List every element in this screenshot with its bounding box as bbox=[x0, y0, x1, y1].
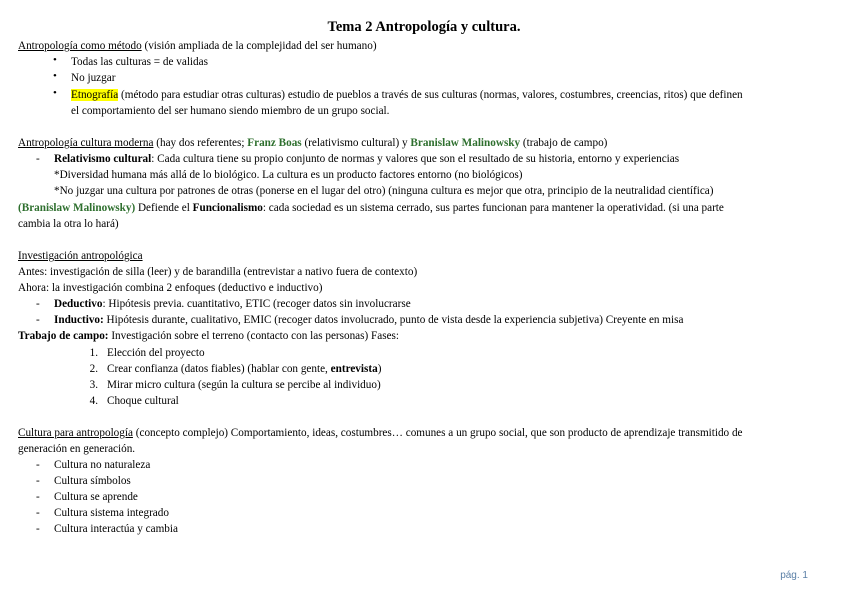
text-line: Antes: investigación de silla (leer) y de barandilla (entrevistar a nativo fuera de contexto) bbox=[18, 266, 418, 278]
list-number: 1. bbox=[89, 347, 98, 359]
list-item: Cultura interactúa y cambia bbox=[54, 523, 178, 535]
funcionalismo-continuation: cambia la otra lo hará) bbox=[18, 218, 119, 230]
name-malinowsky: Branislaw Malinowsky bbox=[410, 137, 521, 149]
dash-icon: - bbox=[36, 491, 40, 503]
note-line: *No juzgar una cultura por patrones de otras (ponerse en el lugar del otro) (ninguna cultura es mejor que otra, principio de la neutralidad científica) bbox=[54, 185, 714, 197]
dash-icon: - bbox=[36, 153, 40, 165]
list-item: Cultura símbolos bbox=[54, 475, 131, 487]
list-item: Elección del proyecto bbox=[107, 347, 205, 359]
funcionalismo-line: (Branislaw Malinowsky) Defiende el Funcionalismo: cada sociedad es un sistema cerrado, sus partes funcionan para mantener la operatividad. (si una parte bbox=[18, 202, 724, 214]
list-item: No juzgar bbox=[71, 72, 116, 84]
list-item: Etnografía (método para estudiar otras culturas) estudio de pueblos a través de sus culturas (normas, valores, costumbres, creencias, ritos) que definen bbox=[71, 89, 743, 101]
list-item: Inductivo: Hipótesis durante, cualitativo, EMIC (recoger datos involucrado, punto de vista desde la experiencia subjetiva) Creyente en misa bbox=[54, 314, 684, 326]
bullet-icon: • bbox=[53, 70, 57, 82]
text-line: generación en generación. bbox=[18, 443, 136, 455]
list-item: Relativismo cultural: Cada cultura tiene su propio conjunto de normas y valores que son el resultado de su historia, entorno y experiencias bbox=[54, 153, 680, 165]
section-heading: Antropología cultura moderna bbox=[18, 137, 154, 149]
section-antropologia-moderna: Antropología cultura moderna (hay dos referentes; Franz Boas (relativismo cultural) y Branislaw Malinowsky (trabajo de campo) bbox=[18, 137, 608, 149]
list-number: 4. bbox=[89, 395, 98, 407]
list-item: Cultura se aprende bbox=[54, 491, 138, 503]
list-item: Crear confianza (datos fiables) (hablar con gente, entrevista) bbox=[107, 363, 382, 375]
highlighted-term: Etnografía bbox=[71, 89, 119, 101]
text-line: Ahora: la investigación combina 2 enfoques (deductivo e inductivo) bbox=[18, 282, 323, 294]
dash-icon: - bbox=[36, 507, 40, 519]
list-item-continuation: el comportamiento del ser humano siendo miembro de un grupo social. bbox=[71, 105, 390, 117]
section-heading: Antropología como método bbox=[18, 40, 142, 52]
dash-icon: - bbox=[36, 523, 40, 535]
list-item: Mirar micro cultura (según la cultura se percibe al individuo) bbox=[107, 379, 381, 391]
list-item: Cultura sistema integrado bbox=[54, 507, 169, 519]
name-franz-boas: Franz Boas bbox=[247, 137, 302, 149]
section-cultura: Cultura para antropología (concepto complejo) Comportamiento, ideas, costumbres… comunes a un grupo social, que son producto de aprendizaje transmitido de bbox=[18, 427, 743, 439]
document-title: Tema 2 Antropología y cultura. bbox=[327, 19, 521, 35]
list-number: 2. bbox=[89, 363, 98, 375]
list-number: 3. bbox=[89, 379, 98, 391]
trabajo-campo-line: Trabajo de campo: Investigación sobre el terreno (contacto con las personas) Fases: bbox=[18, 330, 399, 342]
list-item: Cultura no naturaleza bbox=[54, 459, 151, 471]
list-item: Deductivo: Hipótesis previa. cuantitativo, ETIC (recoger datos sin involucrarse bbox=[54, 298, 411, 310]
dash-icon: - bbox=[36, 314, 40, 326]
bullet-icon: • bbox=[53, 87, 57, 99]
section-investigacion bbox=[18, 248, 143, 264]
page-number: pág. 1 bbox=[780, 570, 808, 581]
section-heading: Cultura para antropología bbox=[18, 427, 133, 439]
list-item: Choque cultural bbox=[107, 395, 179, 407]
dash-icon: - bbox=[36, 475, 40, 487]
list-item: Todas las culturas = de validas bbox=[71, 56, 208, 68]
dash-icon: - bbox=[36, 298, 40, 310]
section-heading: Investigación antropológica bbox=[18, 250, 143, 262]
section-antropologia-metodo: Antropología como método (visión ampliada de la complejidad del ser humano) bbox=[18, 40, 377, 52]
bullet-icon: • bbox=[53, 54, 57, 66]
dash-icon: - bbox=[36, 459, 40, 471]
note-line: *Diversidad humana más allá de lo biológico. La cultura es un producto factores entorno (no biológicos) bbox=[54, 169, 523, 181]
